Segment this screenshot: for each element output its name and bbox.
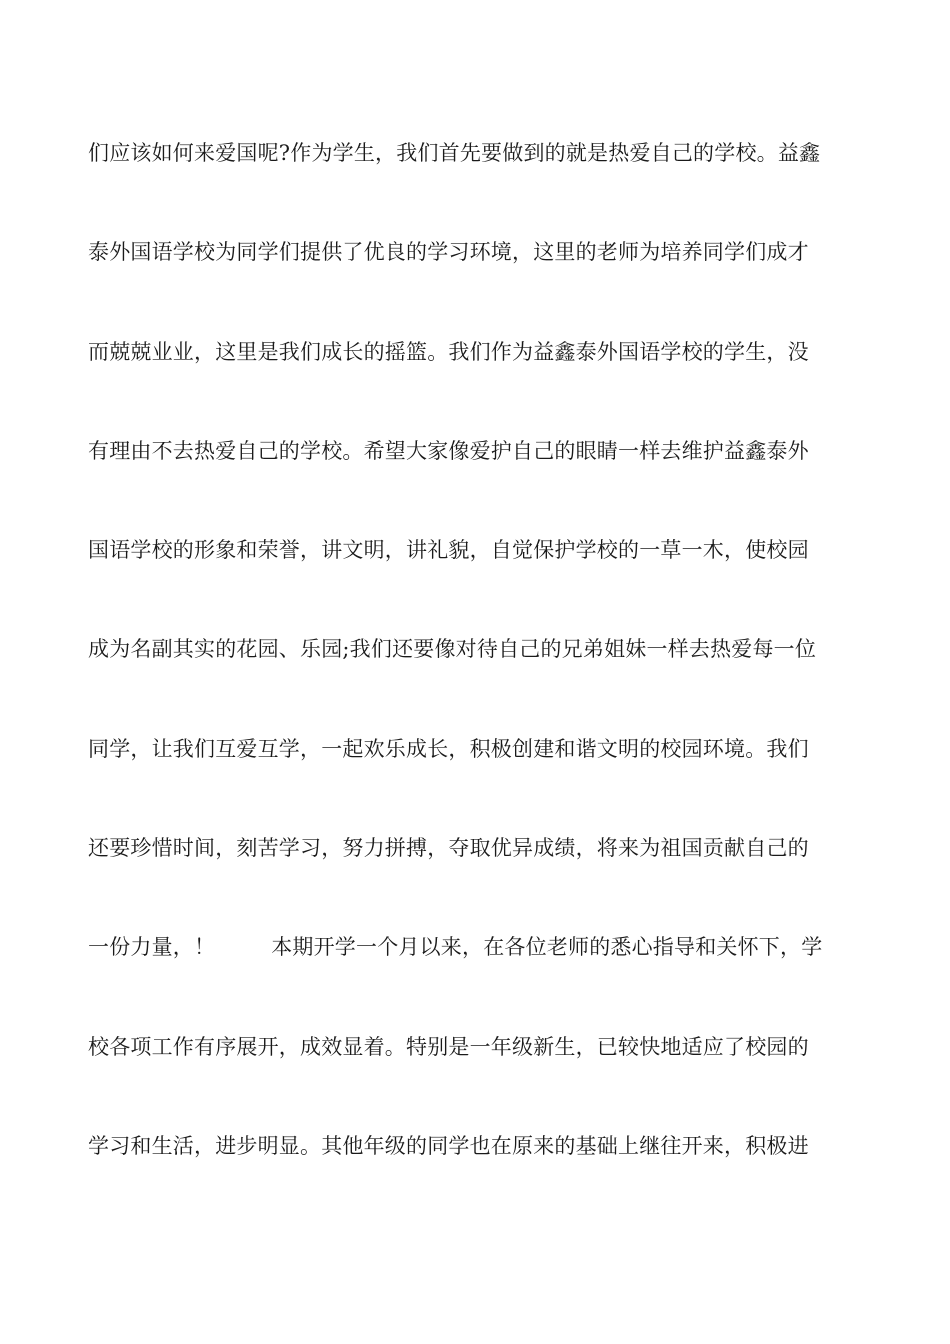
text-line-10: 校各项工作有序展开，成效显着。特别是一年级新生，已较快地适应了校园的	[88, 1034, 809, 1059]
text-line-3: 而兢兢业业，这里是我们成长的摇篮。我们作为益鑫泰外国语学校的学生，没	[88, 339, 809, 364]
text-line-4: 有理由不去热爱自己的学校。希望大家像爱护自己的眼睛一样去维护益鑫泰外	[88, 438, 809, 463]
document-body	[88, 128, 878, 1220]
text-line-9	[88, 922, 878, 1021]
text-line-11: 学习和生活，进步明显。其他年级的同学也在原来的基础上继往开来，积极进	[88, 1133, 809, 1158]
text-line-2: 泰外国语学校为同学们提供了优良的学习环境，这里的老师为培养同学们成才	[88, 240, 809, 265]
text-line-8: 还要珍惜时间，刻苦学习，努力拼搏，夺取优异成绩，将来为祖国贡献自己的	[88, 836, 809, 861]
text-line-5: 国语学校的形象和荣誉，讲文明，讲礼貌，自觉保护学校的一草一木，使校园	[88, 538, 809, 563]
text-line-7: 同学，让我们互爱互学，一起欢乐成长，积极创建和谐文明的校园环境。我们	[88, 736, 809, 761]
text-line-6: 成为名副其实的花园、乐园;我们还要像对待自己的兄弟姐妹一样去热爱每一位	[88, 637, 817, 662]
text-line-9-part-1: 一份力量，！	[88, 935, 216, 960]
text-line-9-part-2: 本期开学一个月以来，在各位老师的悉心指导和关怀下，学	[271, 935, 823, 960]
text-line-1: 们应该如何来爱国呢?作为学生，我们首先要做到的就是热爱自己的学校。益鑫	[88, 141, 821, 165]
